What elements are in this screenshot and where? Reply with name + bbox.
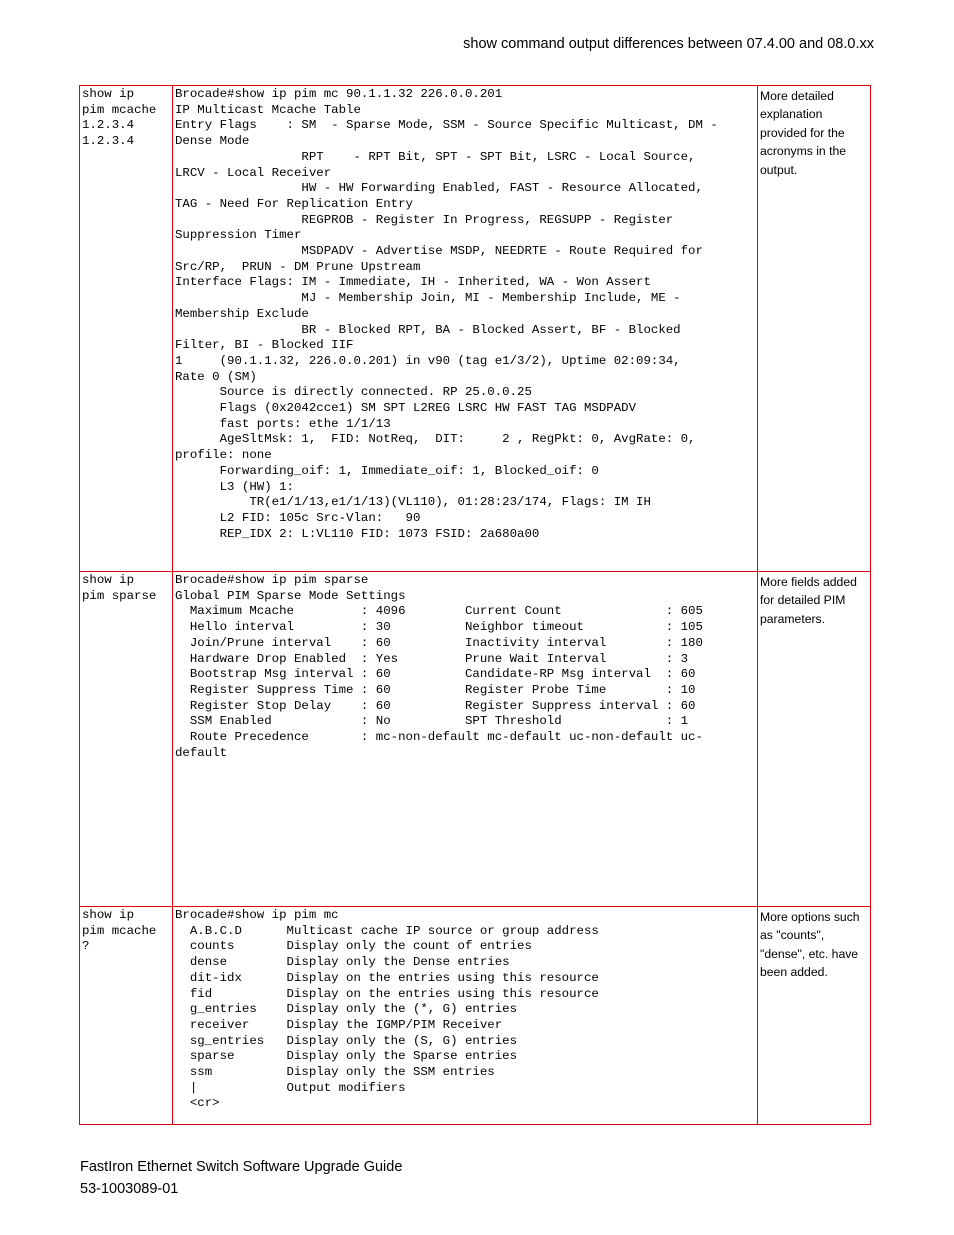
comparison-table bbox=[79, 85, 871, 1125]
guide-title: FastIron Ethernet Switch Software Upgrade Guide bbox=[80, 1159, 403, 1175]
difference-note: More detailed explanation provided for the acronyms in the output. bbox=[760, 89, 847, 177]
document-number: 53-1003089-01 bbox=[80, 1181, 179, 1197]
difference-note: More fields added for detailed PIM parameters. bbox=[760, 575, 857, 626]
output-cell bbox=[173, 907, 758, 1125]
command-cell bbox=[80, 86, 173, 572]
command-text: show ip pim mcache 1.2.3.4 1.2.3.4 bbox=[82, 87, 157, 149]
command-text: show ip pim sparse bbox=[82, 573, 157, 603]
command-output: Brocade#show ip pim mc A.B.C.D Multicast cache IP source or group address counts Display only the count of entries dense Display only the Dense entries dit-idx Display on the entries using this resource fid Display on the entries using this resource g_entries Display only the (*, G) entries receiver Display the IGMP/PIM Receiver sg_entries Display only the (S, G) entries sparse Display only the Sparse entries ssm Display only the SSM entries | Output modifiers <cr> bbox=[175, 908, 599, 1111]
command-cell bbox=[80, 572, 173, 907]
command-text: show ip pim mcache ? bbox=[82, 908, 157, 954]
table-row bbox=[80, 86, 871, 572]
table-row bbox=[80, 907, 871, 1125]
page-footer bbox=[80, 1156, 402, 1200]
output-cell bbox=[173, 86, 758, 572]
command-cell bbox=[80, 907, 173, 1125]
difference-note: More options such as "counts", "dense", etc. have been added. bbox=[760, 910, 860, 980]
command-output: Brocade#show ip pim sparse Global PIM Sparse Mode Settings Maximum Mcache : 4096 Current Count : 605 Hello interval : 30 Neighbor timeout : 105 Join/Prune interval : 60 Inactivity interval : 180 Hardware Drop Enabled : Yes Prune Wait Interval : 3 Bootstrap Msg interval : 60 Candidate-RP Msg interval : 60 Register Suppress Time : 60 Register Probe Time : 10 Register Stop Delay : 60 Register Suppress interval : 60 SSM Enabled : No SPT Threshold : 1 Route Precedence : mc-non-default mc-default uc-non-default uc- default bbox=[175, 573, 703, 760]
note-cell bbox=[758, 907, 871, 1125]
note-cell bbox=[758, 572, 871, 907]
note-cell bbox=[758, 86, 871, 572]
command-output: Brocade#show ip pim mc 90.1.1.32 226.0.0.201 IP Multicast Mcache Table Entry Flags : SM - Sparse Mode, SSM - Source Specific Multicast, DM - Dense Mode RPT - RPT Bit, SPT - SPT Bit, LSRC - Local Source, LRCV - Local Receiver HW - HW Forwarding Enabled, FAST - Resource Allocated, TAG - Need For Replication Entry REGPROB - Register In Progress, REGSUPP - Register Suppression Timer MSDPADV - Advertise MSDP, NEEDRTE - Route Required for Src/RP, PRUN - DM Prune Upstream Interface Flags: IM - Immediate, IH - Inherited, WA - Won Assert MJ - Membership Join, MI - Membership Include, ME - Membership Exclude BR - Blocked RPT, BA - Blocked Assert, BF - Blocked Filter, BI - Blocked IIF 1 (90.1.1.32, 226.0.0.201) in v90 (tag e1/3/2), Uptime 02:09:34, Rate 0 (SM) Source is directly connected. RP 25.0.0.25 Flags (0x2042cce1) SM SPT L2REG LSRC HW FAST TAG MSDPADV fast ports: ethe 1/1/13 AgeSltMsk: 1, FID: NotReq, DIT: 2 , RegPkt: 0, AvgRate: 0, profile: none Forwarding_oif: 1, Immediate_oif: 1, Blocked_oif: 0 L3 (HW) 1: TR(e1/1/13,e1/1/13)(VL110), 01:28:23/174, Flags: IM IH L2 FID: 105c Src-Vlan: 90 REP_IDX 2: L:VL110 FID: 1073 FSID: 2a680a00 bbox=[175, 87, 718, 541]
page-header: show command output differences between 07.4.00 and 08.0.xx bbox=[463, 36, 874, 52]
output-cell bbox=[173, 572, 758, 907]
table-row bbox=[80, 572, 871, 907]
